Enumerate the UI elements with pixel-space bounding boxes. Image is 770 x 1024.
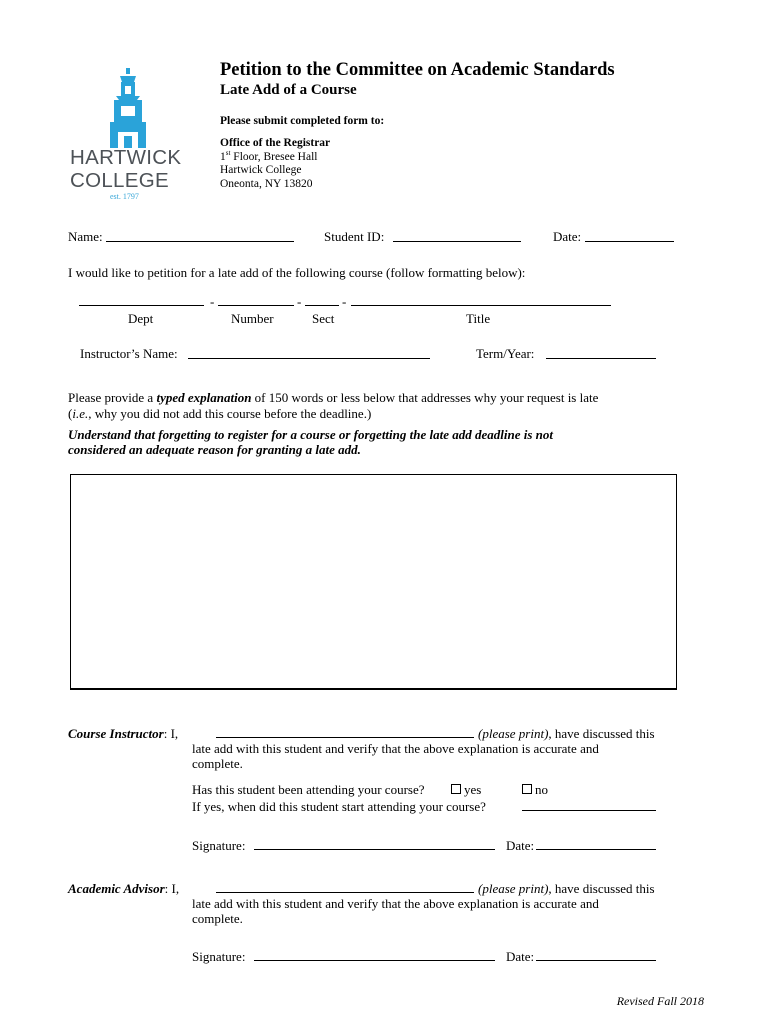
submit-to-label: Please submit completed form to: bbox=[220, 115, 385, 127]
number-field[interactable] bbox=[218, 305, 294, 306]
advisor-signature-field[interactable] bbox=[254, 960, 495, 961]
advisor-print-name-field[interactable] bbox=[216, 892, 474, 893]
instructor-statement-line2: late add with this student and verify that the above explanation is accurate and bbox=[192, 741, 599, 756]
dept-label: Dept bbox=[128, 311, 154, 326]
explanation-instruction-line2: (i.e., why you did not add this course before the deadline.) bbox=[68, 406, 372, 421]
instructor-statement-line3: complete. bbox=[192, 756, 243, 771]
attending-question: Has this student been attending your course? bbox=[192, 782, 425, 797]
dash-separator: - bbox=[210, 294, 215, 309]
academic-advisor-label: Academic Advisor bbox=[68, 881, 165, 896]
explanation-instruction-line1: Please provide a typed explanation of 150 words or less below that addresses why your request is late bbox=[68, 390, 599, 405]
yes-checkbox[interactable] bbox=[451, 784, 461, 794]
instructor-date-field[interactable] bbox=[536, 849, 656, 850]
advisor-statement-line1: Academic Advisor: I, bbox=[68, 881, 180, 896]
no-checkbox[interactable] bbox=[522, 784, 532, 794]
revision-note: Revised Fall 2018 bbox=[616, 994, 704, 1008]
warning-line2: considered an adequate reason for granting a late add. bbox=[68, 442, 361, 457]
start-attending-question: If yes, when did this student start attending your course? bbox=[192, 799, 486, 814]
start-date-field[interactable] bbox=[522, 810, 656, 811]
advisor-signature-label: Signature: bbox=[192, 949, 246, 964]
instructor-name-field[interactable] bbox=[188, 358, 430, 359]
yes-option[interactable]: yes bbox=[451, 782, 481, 798]
title-label: Title bbox=[466, 311, 491, 326]
dept-field[interactable] bbox=[79, 305, 204, 306]
advisor-date-field[interactable] bbox=[536, 960, 656, 961]
warning-line1: Understand that forgetting to register for a course or forgetting the late add deadline is not bbox=[68, 427, 553, 442]
logo-name-line2: COLLEGE bbox=[70, 169, 169, 192]
instructor-statement-line1: Course Instructor: I, bbox=[68, 726, 179, 741]
dash-separator: - bbox=[342, 294, 347, 309]
logo-est: est. 1797 bbox=[110, 192, 139, 201]
course-intro: I would like to petition for a late add of the following course (follow formatting below): bbox=[68, 265, 526, 280]
logo-wordmark bbox=[70, 146, 196, 192]
sect-field[interactable] bbox=[305, 305, 339, 306]
advisor-date-label: Date: bbox=[506, 949, 535, 964]
page-title: Petition to the Committee on Academic Standards bbox=[220, 60, 615, 80]
term-year-label: Term/Year: bbox=[476, 346, 535, 361]
name-field[interactable] bbox=[106, 241, 294, 242]
logo-name-line1: HARTWICK bbox=[70, 146, 182, 169]
instructor-please-print: (please print), have discussed this bbox=[478, 726, 655, 741]
number-label: Number bbox=[231, 311, 274, 326]
advisor-statement-line3: complete. bbox=[192, 911, 243, 926]
office-name: Office of the Registrar bbox=[220, 137, 331, 149]
address-college: Hartwick College bbox=[220, 164, 302, 176]
date-label: Date: bbox=[553, 229, 582, 244]
instructor-signature-label: Signature: bbox=[192, 838, 246, 853]
title-field[interactable] bbox=[351, 305, 611, 306]
student-id-label: Student ID: bbox=[324, 229, 385, 244]
instructor-print-name-field[interactable] bbox=[216, 737, 474, 738]
instructor-date-label: Date: bbox=[506, 838, 535, 853]
address-floor: 1st Floor, Bresee Hall bbox=[220, 149, 318, 163]
sect-label: Sect bbox=[312, 311, 335, 326]
advisor-please-print: (please print), have discussed this bbox=[478, 881, 655, 896]
instructor-signature-field[interactable] bbox=[254, 849, 495, 850]
explanation-textbox[interactable] bbox=[70, 474, 677, 690]
dash-separator: - bbox=[297, 294, 302, 309]
no-option[interactable]: no bbox=[522, 782, 548, 798]
address-city: Oneonta, NY 13820 bbox=[220, 178, 313, 190]
advisor-statement-line2: late add with this student and verify that the above explanation is accurate and bbox=[192, 896, 599, 911]
term-year-field[interactable] bbox=[546, 358, 656, 359]
name-label: Name: bbox=[68, 229, 103, 244]
page-subtitle: Late Add of a Course bbox=[220, 82, 357, 98]
student-id-field[interactable] bbox=[393, 241, 521, 242]
date-field[interactable] bbox=[585, 241, 674, 242]
course-instructor-label: Course Instructor bbox=[68, 726, 164, 741]
instructor-name-label: Instructor’s Name: bbox=[80, 346, 178, 361]
